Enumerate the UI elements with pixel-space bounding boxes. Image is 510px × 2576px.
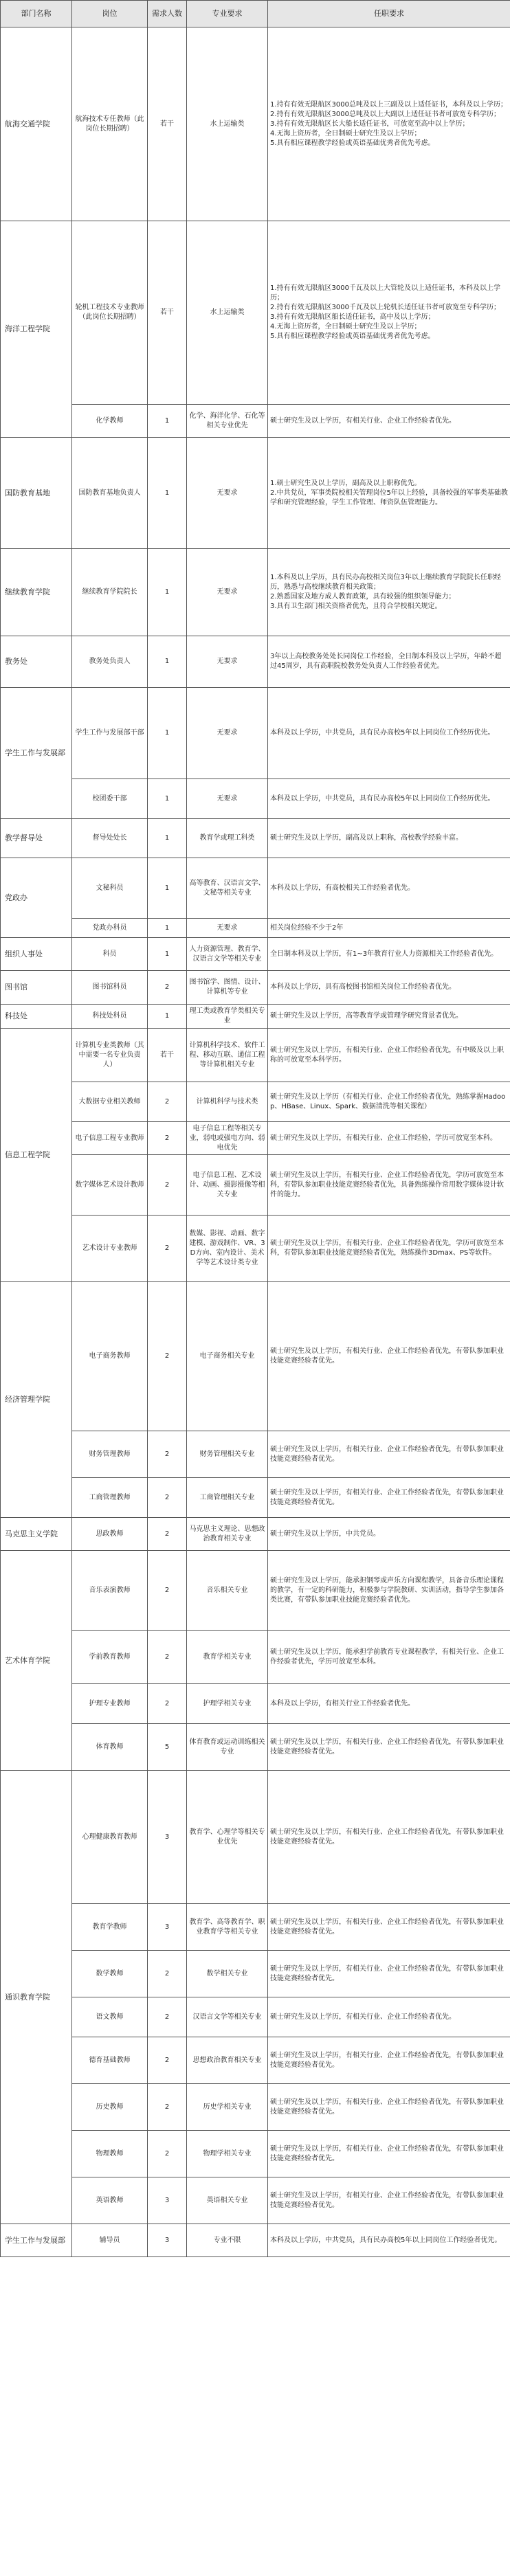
requirement-line: 硕士研究生及以上学历，有相关行业、企业工作经验，学历可放宽至本科。 <box>270 1134 497 1142</box>
position-cell: 大数据专业相关教师 <box>72 1082 148 1122</box>
requirement-line: 4.无海上资历者，全日制硕士研究生及以上学历； <box>270 129 421 137</box>
department-cell: 艺术体育学院 <box>1 1551 72 1771</box>
major-cell: 教育学相关专业 <box>187 1631 268 1684</box>
requirement-line: 硕士研究生及以上学历，有相关行业、企业工作经验者优先，有带队参加职业技能竞赛经验者优先。 <box>270 2191 504 2209</box>
headcount-cell: 1 <box>148 438 187 549</box>
department-cell: 学生工作与发展部 <box>1 2224 72 2257</box>
position-cell: 工商管理教师 <box>72 1478 148 1518</box>
position-cell: 历史教师 <box>72 2084 148 2131</box>
department-cell: 经济管理学院 <box>1 1282 72 1518</box>
major-cell: 电子信息工程、艺术设计、动画、摄影摄像等相关专业 <box>187 1155 268 1216</box>
requirement-line: 硕士研究生及以上学历，能承担钢琴或声乐方向课程教学，具备音乐理论课程的教学，有一定的科研能力，积极参与学院教研、实训活动，指导学生参加各类比赛，有带队参加职业技能竞赛经验者优先。 <box>270 1576 504 1604</box>
table-row <box>1 1904 510 1951</box>
position-cell: 英语教师 <box>72 2177 148 2224</box>
requirements-cell <box>268 1005 510 1029</box>
position-cell: 图书馆科员 <box>72 971 148 1005</box>
major-cell: 思想政治教育相关专业 <box>187 2037 268 2084</box>
requirements-cell <box>268 1478 510 1518</box>
major-cell: 水上运输类 <box>187 27 268 221</box>
requirement-line: 硕士研究生及以上学历，有相关行业、企业工作经验者优先，有中级及以上职称的可放宽至本科学历。 <box>270 1046 504 1064</box>
position-cell: 护理专业教师 <box>72 1684 148 1724</box>
table-row <box>1 1478 510 1518</box>
table-row <box>1 2037 510 2084</box>
department-cell: 学生工作与发展部 <box>1 688 72 819</box>
requirement-line: 1.本科及以上学历，具有民办高校相关岗位3年以上继续教育学院院长任职经历，熟悉与高校继续教育相关政策； <box>270 574 501 591</box>
requirement-line: 2.持有有效无限航区3000千瓦及以上轮机长适任证书者可放宽至专科学历； <box>270 304 500 311</box>
table-row <box>1 438 510 549</box>
headcount-cell: 2 <box>148 1282 187 1431</box>
major-cell: 工商管理相关专业 <box>187 1478 268 1518</box>
requirements-cell <box>268 2084 510 2131</box>
position-cell: 艺术设计专业教师 <box>72 1216 148 1282</box>
headcount-cell: 2 <box>148 2131 187 2177</box>
table-row <box>1 221 510 405</box>
table-row <box>1 2084 510 2131</box>
position-cell: 航海技术专任教师（此岗位长期招聘） <box>72 27 148 221</box>
headcount-cell: 3 <box>148 1904 187 1951</box>
major-cell: 图书馆学、图情、设计、计算机等专业 <box>187 971 268 1005</box>
position-cell: 数字媒体艺术设计教师 <box>72 1155 148 1216</box>
requirement-line: 硕士研究生及以上学历，有相关行业、企业工作经验者优先，有带队参加职业技能竞赛经验者优先。 <box>270 1445 504 1463</box>
major-cell: 汉语言文学等相关专业 <box>187 1997 268 2037</box>
headcount-cell: 1 <box>148 405 187 438</box>
major-cell: 护理学相关专业 <box>187 1684 268 1724</box>
table-row <box>1 1122 510 1155</box>
requirements-cell <box>268 549 510 636</box>
requirements-cell <box>268 1684 510 1724</box>
requirements-cell <box>268 636 510 688</box>
requirement-line: 本科及以上学历，中共党员，具有民办高校5年以上同岗位工作经验者优先。 <box>270 2236 502 2244</box>
major-cell: 化学、海洋化学、石化等相关专业优先 <box>187 405 268 438</box>
requirement-line: 2.持有有效无限航区3000总吨及以上大副以上适任证书者可放宽专科学历； <box>270 110 500 118</box>
headcount-cell: 1 <box>148 819 187 858</box>
requirement-line: 5.具有相应课程教学经验或英语基础优秀者优先考虑。 <box>270 333 435 340</box>
requirements-cell <box>268 1724 510 1771</box>
headcount-cell: 1 <box>148 1005 187 1029</box>
table-row <box>1 1518 510 1551</box>
position-cell: 心理健康教育教师 <box>72 1771 148 1904</box>
position-cell: 教务处负责人 <box>72 636 148 688</box>
requirement-line: 4.无海上资历者，全日制硕士研究生及以上学历； <box>270 323 421 331</box>
headcount-cell: 1 <box>148 858 187 919</box>
requirement-line: 1.硕士研究生及以上学历，副高及以上职称优先。 <box>270 479 421 487</box>
requirement-line: 硕士研究生及以上学历，有相关行业、企业工作经验者优先，学历可放宽至本科，有带队参加职业技能竞赛经验者优先，具备熟练操作常用数字媒体设计软件的能力。 <box>270 1171 504 1198</box>
requirement-line: 硕士研究生及以上学历（有相关行业、企业工作经验者优先，熟练掌握Hadoop、HBase、Linux、Spark、数据清洗等相关课程） <box>270 1093 506 1110</box>
major-cell: 教育学或理工科类 <box>187 819 268 858</box>
header-position: 岗位 <box>72 1 148 27</box>
requirements-cell <box>268 1951 510 1997</box>
requirement-line: 硕士研究生及以上学历，有相关行业、企业工作经验者优先，有带队参加职业技能竞赛经验者优先。 <box>270 2051 504 2069</box>
table-row <box>1 688 510 779</box>
requirement-line: 全日制本科及以上学历，有1~3年教育行业人力资源相关工作经验者优先。 <box>270 950 498 958</box>
department-cell: 海洋工程学院 <box>1 221 72 438</box>
table-row <box>1 2177 510 2224</box>
position-cell: 语文教师 <box>72 1997 148 2037</box>
requirement-line: 本科及以上学历，具有高校图书馆相关岗位工作经验者优先。 <box>270 983 456 991</box>
requirement-line: 硕士研究生及以上学历，有相关行业、企业工作经验者优先。 <box>270 2013 456 2021</box>
headcount-cell: 2 <box>148 1122 187 1155</box>
requirement-line: 硕士研究生及以上学历，有相关行业、企业工作经验者优先，有带队参加职业技能竞赛经验者优先。 <box>270 1964 504 1982</box>
position-cell: 计算机专业类教师（其中需要一名专业负责人） <box>72 1029 148 1082</box>
headcount-cell: 2 <box>148 1478 187 1518</box>
major-cell: 电子商务相关专业 <box>187 1282 268 1431</box>
requirements-cell <box>268 1771 510 1904</box>
major-cell: 高等教育、汉语言文学、文秘等相关专业 <box>187 858 268 919</box>
header-major: 专业要求 <box>187 1 268 27</box>
table-row <box>1 1216 510 1282</box>
major-cell: 英语相关专业 <box>187 2177 268 2224</box>
table-row <box>1 1005 510 1029</box>
requirement-line: 硕士研究生及以上学历，有相关行业、企业工作经验者优先，有带队参加职业技能竞赛经验者优先。 <box>270 1347 504 1365</box>
table-row <box>1 1551 510 1631</box>
major-cell: 历史学相关专业 <box>187 2084 268 2131</box>
requirement-line: 硕士研究生及以上学历，有相关行业、企业工作经验者优先，学历可放宽至本科，有带队参加职业技能竞赛经验者优先，熟练操作3Dmax、PS等软件。 <box>270 1240 504 1257</box>
major-cell: 专业不限 <box>187 2224 268 2257</box>
requirements-cell <box>268 971 510 1005</box>
table-body <box>1 27 510 2257</box>
requirements-cell <box>268 438 510 549</box>
position-cell: 继续教育学院院长 <box>72 549 148 636</box>
requirements-cell <box>268 2037 510 2084</box>
position-cell: 学前教育教师 <box>72 1631 148 1684</box>
department-cell: 继续教育学院 <box>1 549 72 636</box>
major-cell: 水上运输类 <box>187 221 268 405</box>
department-cell: 信息工程学院 <box>1 1029 72 1282</box>
position-cell: 物理教师 <box>72 2131 148 2177</box>
table-row <box>1 636 510 688</box>
requirement-line: 2.中共党员，军事类院校相关管理岗位5年以上经验，具备较强的军事类基础教学和研究管理经验，学生工作管理、师资队伍管理能力。 <box>270 489 508 506</box>
headcount-cell: 若干 <box>148 1029 187 1082</box>
position-cell: 教育学教师 <box>72 1904 148 1951</box>
table-row <box>1 1997 510 2037</box>
requirement-line: 1.持有有效无限航区3000千瓦及以上大管轮及以上适任证书，本科及以上学历； <box>270 284 500 302</box>
requirement-line: 硕士研究生及以上学历，有相关行业、企业工作经验者优先，有带队参加职业技能竞赛经验者优先。 <box>270 2098 504 2116</box>
requirements-cell <box>268 1029 510 1082</box>
requirement-line: 1.持有有效无限航区3000总吨及以上三副及以上适任证书，本科及以上学历； <box>270 100 507 109</box>
table-row <box>1 919 510 938</box>
major-cell: 无要求 <box>187 438 268 549</box>
requirements-cell <box>268 2131 510 2177</box>
major-cell: 无要求 <box>187 688 268 779</box>
position-cell: 科技处科员 <box>72 1005 148 1029</box>
position-cell: 督导处处长 <box>72 819 148 858</box>
major-cell: 教育学、心理学等相关专业优先 <box>187 1771 268 1904</box>
department-cell: 科技处 <box>1 1005 72 1029</box>
requirement-line: 相关岗位经验不少于2年 <box>270 923 344 932</box>
requirements-cell <box>268 858 510 919</box>
requirement-line: 硕士研究生及以上学历，有相关行业、企业工作经验者优先，有带队参加职业技能竞赛经验者优先。 <box>270 1918 504 1936</box>
major-cell: 财务管理相关专业 <box>187 1431 268 1478</box>
requirements-cell <box>268 221 510 405</box>
table-row <box>1 819 510 858</box>
requirement-line: 硕士研究生及以上学历，副高及以上职称，高校教学经验丰富。 <box>270 834 463 842</box>
department-cell: 党政办 <box>1 858 72 938</box>
table-row <box>1 1431 510 1478</box>
department-cell: 航海交通学院 <box>1 27 72 221</box>
requirement-line: 3.持有有效无限航区船长适任证书，高中及以上学历； <box>270 313 435 321</box>
position-cell: 电子信息工程专业教师 <box>72 1122 148 1155</box>
position-cell: 德育基础教师 <box>72 2037 148 2084</box>
table-row <box>1 1771 510 1904</box>
table-row <box>1 549 510 636</box>
headcount-cell: 2 <box>148 1551 187 1631</box>
requirement-line: 3.具有卫生部门相关资格者优先，且符合学校相关规定。 <box>270 603 442 610</box>
requirement-line: 硕士研究生及以上学历，有相关行业、企业工作经验者优先，有带队参加职业技能竞赛经验者优先。 <box>270 2144 504 2162</box>
position-cell: 财务管理教师 <box>72 1431 148 1478</box>
requirement-line: 本科及以上学历，中共党员，具有民办高校5年以上同岗位工作经历优先。 <box>270 729 495 737</box>
requirement-line: 硕士研究生及以上学历，有相关行业、企业工作经验者优先，有带队参加职业技能竞赛经验者优先。 <box>270 1738 504 1756</box>
requirements-cell <box>268 919 510 938</box>
requirements-cell <box>268 2177 510 2224</box>
major-cell: 无要求 <box>187 919 268 938</box>
position-cell: 体育教师 <box>72 1724 148 1771</box>
table-row <box>1 1951 510 1997</box>
requirement-line: 5.具有相应课程教学经验或英语基础优秀者优先考虑。 <box>270 139 435 147</box>
requirements-cell <box>268 1082 510 1122</box>
headcount-cell: 2 <box>148 2037 187 2084</box>
major-cell: 马克思主义理论、思想政治教育相关专业 <box>187 1518 268 1551</box>
table-row <box>1 1029 510 1082</box>
major-cell: 人力资源管理、教育学、汉语言文学等相关专业 <box>187 938 268 971</box>
table-row <box>1 1155 510 1216</box>
requirements-cell <box>268 819 510 858</box>
headcount-cell: 2 <box>148 1518 187 1551</box>
headcount-cell: 2 <box>148 1155 187 1216</box>
table-row <box>1 1684 510 1724</box>
headcount-cell: 1 <box>148 549 187 636</box>
major-cell: 计算机科学技术、软件工程、移动互联、通信工程等计算机相关专业 <box>187 1029 268 1082</box>
requirement-line: 3年以上高校教务处处长同岗位工作经验，全日制本科及以上学历，年龄不超过45周岁，具有高职院校教务处负责人工作经验者优先。 <box>270 653 502 670</box>
major-cell: 无要求 <box>187 549 268 636</box>
requirement-line: 本科及以上学历，有相关行业工作经验者优先。 <box>270 1699 414 1707</box>
major-cell: 无要求 <box>187 636 268 688</box>
table-row <box>1 2224 510 2257</box>
position-cell: 辅导员 <box>72 2224 148 2257</box>
department-cell: 马克思主义学院 <box>1 1518 72 1551</box>
requirements-cell <box>268 1431 510 1478</box>
headcount-cell: 2 <box>148 1951 187 1997</box>
position-cell: 电子商务教师 <box>72 1282 148 1431</box>
table-row <box>1 405 510 438</box>
requirement-line: 本科及以上学历，中共党员，具有民办高校5年以上同岗位工作经历优先。 <box>270 794 495 803</box>
requirement-line: 硕士研究生及以上学历，有相关行业、企业工作经验者优先。 <box>270 416 456 425</box>
major-cell: 数学相关专业 <box>187 1951 268 1997</box>
headcount-cell: 3 <box>148 2224 187 2257</box>
position-cell: 科员 <box>72 938 148 971</box>
requirements-cell <box>268 1631 510 1684</box>
table-row <box>1 1082 510 1122</box>
requirement-line: 本科及以上学历，有高校相关工作经验者优先。 <box>270 884 414 892</box>
headcount-cell: 2 <box>148 1431 187 1478</box>
table-row <box>1 971 510 1005</box>
requirements-cell <box>268 1518 510 1551</box>
position-cell: 校团委干部 <box>72 779 148 819</box>
requirement-line: 硕士研究生及以上学历，能承担学前教育专业课程教学，有相关行业、企业工作经验者优先，学历可放宽至本科。 <box>270 1648 504 1666</box>
major-cell: 体育教育或运动训练相关专业 <box>187 1724 268 1771</box>
table-row <box>1 1724 510 1771</box>
header-requirements: 任职要求 <box>268 1 510 27</box>
department-cell: 国防教育基地 <box>1 438 72 549</box>
major-cell: 教育学、高等教育学、职业教育学等相关专业 <box>187 1904 268 1951</box>
major-cell: 计算机科学与技术类 <box>187 1082 268 1122</box>
major-cell: 数媒、影视、动画、数字建模、游戏制作、VR、3D方向、室内设计、美术学等艺术设计类专业 <box>187 1216 268 1282</box>
requirements-cell <box>268 1997 510 2037</box>
requirements-cell <box>268 1155 510 1216</box>
requirement-line: 硕士研究生及以上学历，有相关行业、企业工作经验者优先，有带队参加职业技能竞赛经验者优先。 <box>270 1488 504 1506</box>
major-cell: 物理学相关专业 <box>187 2131 268 2177</box>
requirements-cell <box>268 27 510 221</box>
requirements-cell <box>268 1904 510 1951</box>
major-cell: 电子信息工程等相关专业，弱电或强电方向、弱电优先 <box>187 1122 268 1155</box>
requirement-line: 硕士研究生及以上学历，高等教育学或管理学研究背景者优先。 <box>270 1012 463 1020</box>
major-cell: 无要求 <box>187 779 268 819</box>
headcount-cell: 2 <box>148 971 187 1005</box>
requirements-cell <box>268 938 510 971</box>
requirements-cell <box>268 1122 510 1155</box>
requirement-line: 2.熟悉国家及地方成人教育政策，具有较强的组织领导能力； <box>270 593 456 601</box>
requirements-cell <box>268 1282 510 1431</box>
headcount-cell: 3 <box>148 2177 187 2224</box>
header-headcount: 需求人数 <box>148 1 187 27</box>
requirements-cell <box>268 1551 510 1631</box>
requirement-line: 3.持有有效无限航区长大船长适任证书，可放宽至高中以上学历； <box>270 120 469 128</box>
headcount-cell: 2 <box>148 2084 187 2131</box>
position-cell: 轮机工程技术专业教师（此岗位长期招聘） <box>72 221 148 405</box>
headcount-cell: 2 <box>148 1997 187 2037</box>
headcount-cell: 2 <box>148 1631 187 1684</box>
requirements-cell <box>268 779 510 819</box>
table-row <box>1 27 510 221</box>
position-cell: 音乐表演教师 <box>72 1551 148 1631</box>
department-cell: 教学督导处 <box>1 819 72 858</box>
position-cell: 数学教师 <box>72 1951 148 1997</box>
position-cell: 学生工作与发展部干部 <box>72 688 148 779</box>
headcount-cell: 1 <box>148 688 187 779</box>
headcount-cell: 若干 <box>148 221 187 405</box>
table-row <box>1 938 510 971</box>
table-row <box>1 1631 510 1684</box>
headcount-cell: 1 <box>148 636 187 688</box>
headcount-cell: 1 <box>148 938 187 971</box>
headcount-cell: 2 <box>148 1684 187 1724</box>
department-cell: 组织人事处 <box>1 938 72 971</box>
headcount-cell: 3 <box>148 1771 187 1904</box>
table-row <box>1 779 510 819</box>
headcount-cell: 2 <box>148 1082 187 1122</box>
requirements-cell <box>268 1216 510 1282</box>
position-cell: 国防教育基地负责人 <box>72 438 148 549</box>
major-cell: 理工类或教育学类相关专业 <box>187 1005 268 1029</box>
position-cell: 文秘科员 <box>72 858 148 919</box>
table-row <box>1 858 510 919</box>
headcount-cell: 1 <box>148 919 187 938</box>
table-row <box>1 2131 510 2177</box>
headcount-cell: 若干 <box>148 27 187 221</box>
department-cell: 教务处 <box>1 636 72 688</box>
requirement-line: 硕士研究生及以上学历，中共党员。 <box>270 1530 380 1538</box>
department-cell: 通识教育学院 <box>1 1771 72 2224</box>
requirement-line: 硕士研究生及以上学历，有相关行业、企业工作经验者优先，有带队参加职业技能竞赛经验者优先。 <box>270 1828 504 1846</box>
table-row <box>1 1282 510 1431</box>
position-cell: 化学教师 <box>72 405 148 438</box>
requirements-cell <box>268 2224 510 2257</box>
headcount-cell: 1 <box>148 779 187 819</box>
position-cell: 党政办科员 <box>72 919 148 938</box>
major-cell: 音乐相关专业 <box>187 1551 268 1631</box>
header-department: 部门名称 <box>1 1 72 27</box>
requirements-cell <box>268 688 510 779</box>
department-cell: 图书馆 <box>1 971 72 1005</box>
position-cell: 思政教师 <box>72 1518 148 1551</box>
headcount-cell: 5 <box>148 1724 187 1771</box>
headcount-cell: 2 <box>148 1216 187 1282</box>
requirements-cell <box>268 405 510 438</box>
header-row <box>1 1 510 27</box>
